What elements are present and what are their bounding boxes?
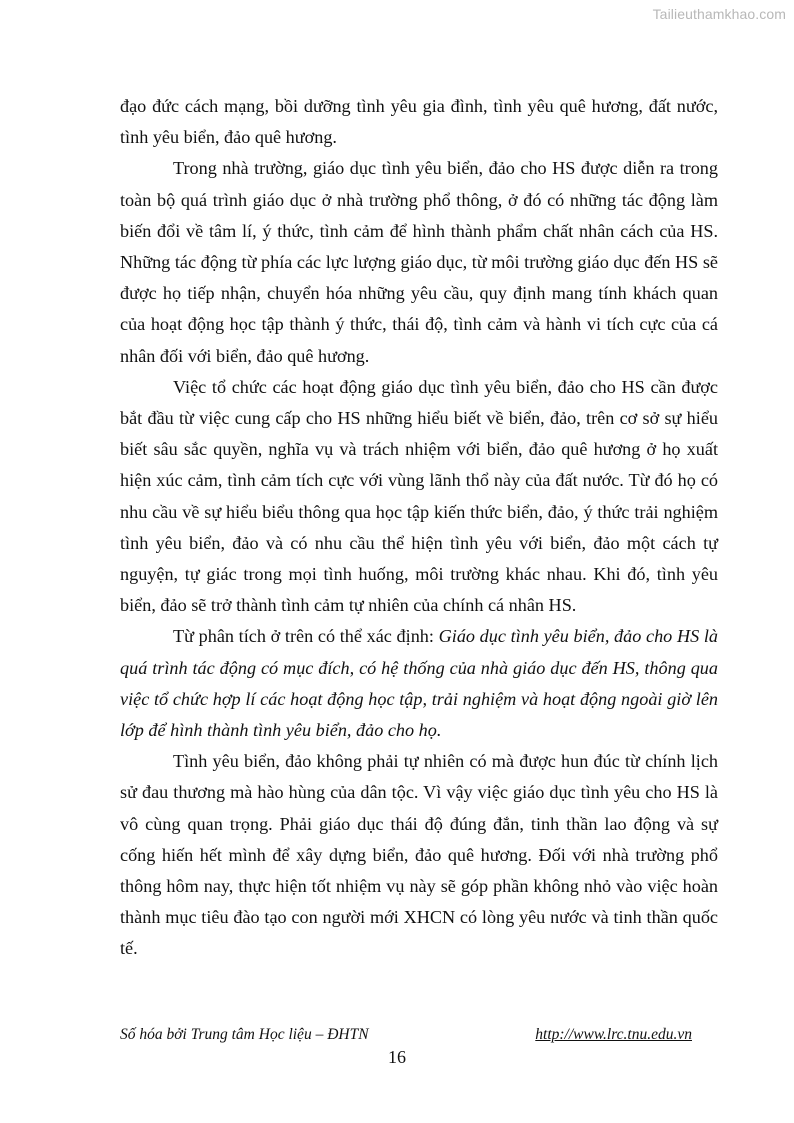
definition-italic: Giáo dục tình yêu biển, đảo cho HS là quá trình tác động có mục đích, có hệ thống của nhà giáo dục đến HS, thông qua việc tổ chức hợp lí các hoạt động học tập, trải nghiệm và hoạt động ngoài giờ lên lớp để hình thành tình yêu biển, đảo cho họ. <box>120 626 719 741</box>
paragraph-4 <box>120 621 718 746</box>
paragraph-1: đạo đức cách mạng, bồi dưỡng tình yêu gia đình, tình yêu quê hương, đất nước, tình yêu biển, đảo quê hương. <box>120 96 718 148</box>
footer-url-link[interactable]: http://www.lrc.tnu.edu.vn <box>535 1026 692 1043</box>
document-body <box>120 91 718 965</box>
paragraph-5: Tình yêu biển, đảo không phải tự nhiên có mà được hun đúc từ chính lịch sử đau thương mà hào hùng của dân tộc. Vì vậy việc giáo dục tình yêu cho HS là vô cùng quan trọng. Phải giáo dục thái độ đúng đắn, tinh thần lao động và sự cống hiến hết mình để xây dựng biển, đảo quê hương. Đối với nhà trường phổ thông hôm nay, thực hiện tốt nhiệm vụ này sẽ góp phần không nhỏ vào việc hoàn thành mục tiêu đào tạo con người mới XHCN có lòng yêu nước và tinh thần quốc tế. <box>120 751 718 959</box>
page-number: 16 <box>388 1047 406 1067</box>
watermark-text: Tailieuthamkhao.com <box>652 6 786 22</box>
paragraph-3: Việc tổ chức các hoạt động giáo dục tình yêu biển, đảo cho HS cần được bắt đầu từ việc cung cấp cho HS những hiểu biết về biển, đảo, trên cơ sở sự hiểu biết sâu sắc quyền, nghĩa vụ và trách nhiệm với biển, đảo quê hương ở họ xuất hiện xúc cảm, tình cảm tích cực với vùng lãnh thổ này của đất nước. Từ đó họ có nhu cầu về sự hiểu biểu thông qua học tập kiến thức biển, đảo, ý thức trải nghiệm tình yêu biển, đảo và có nhu cầu thể hiện tình yêu với biển, đảo một cách tự nguyện, tự giác trong mọi tình huống, môi trường khác nhau. Khi đó, tình yêu biển, đảo sẽ trở thành tình cảm tự nhiên của chính cá nhân HS. <box>120 376 718 616</box>
paragraph-2: Trong nhà trường, giáo dục tình yêu biển, đảo cho HS được diễn ra trong toàn bộ quá trình giáo dục ở nhà trường phổ thông, ở đó có những tác động làm biến đổi về tâm lí, ý thức, tình cảm để hình thành phẩm chất nhân cách của HS. Những tác động từ phía các lực lượng giáo dục, từ môi trường giáo dục đến HS sẽ được họ tiếp nhận, chuyển hóa những yêu cầu, quy định mang tính khách quan của hoạt động học tập thành ý thức, thái độ, tình cảm và hành vi tích cực của cá nhân đối với biển, đảo quê hương. <box>120 158 718 366</box>
footer-source: Số hóa bởi Trung tâm Học liệu – ĐHTN <box>120 1026 369 1043</box>
paragraph-4-lead: Từ phân tích ở trên có thể xác định: <box>173 626 439 647</box>
